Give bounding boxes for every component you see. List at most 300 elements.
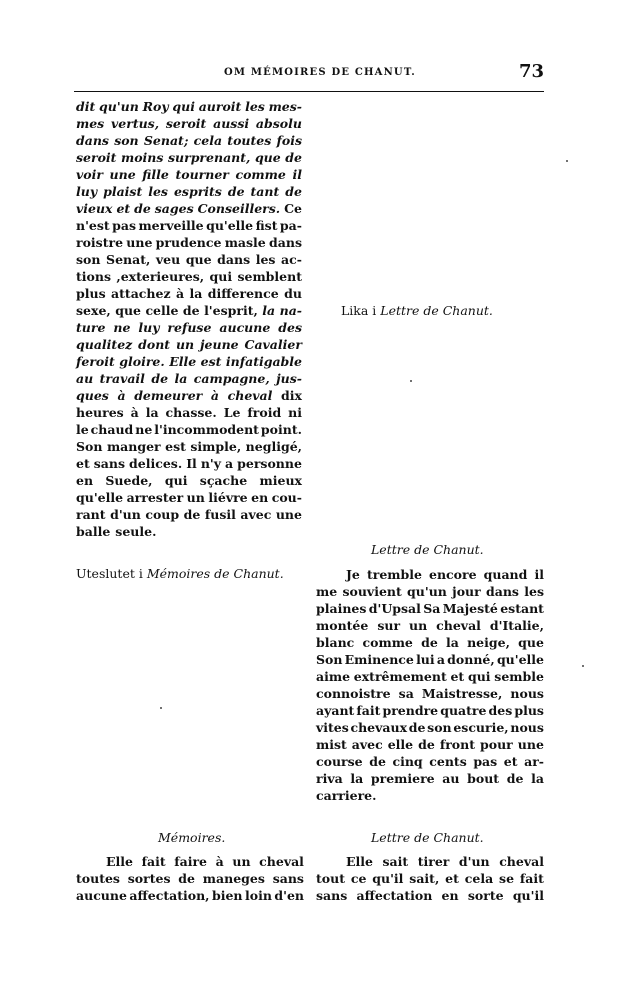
word: et xyxy=(76,456,90,471)
word: qu'elle xyxy=(496,652,544,667)
text-line xyxy=(76,115,302,132)
page-number: 73 xyxy=(518,61,544,82)
word: infatigable xyxy=(225,354,302,369)
word: fille xyxy=(142,167,169,182)
word: dans xyxy=(269,235,302,250)
word: rant xyxy=(76,507,106,522)
word: toutes xyxy=(76,871,120,886)
left-column-text-1 xyxy=(76,98,302,540)
word: neige, xyxy=(467,635,510,650)
word: sait xyxy=(382,854,409,869)
right-column-text-2 xyxy=(316,566,544,804)
word: Son xyxy=(316,652,343,667)
word: semble xyxy=(494,669,544,684)
word: qui xyxy=(164,473,188,488)
word: course xyxy=(316,754,363,769)
word: qu'un xyxy=(99,99,139,114)
word: sorte xyxy=(467,888,504,903)
text-line xyxy=(76,404,302,421)
word: n'y xyxy=(200,456,222,471)
word: veu xyxy=(155,252,181,267)
word: d'Italie, xyxy=(489,618,544,633)
word: de xyxy=(183,507,201,522)
page-header xyxy=(74,63,544,85)
text-line xyxy=(76,438,302,455)
word: ture xyxy=(76,320,106,335)
word: tout xyxy=(316,871,345,886)
text-line xyxy=(76,149,302,166)
text-line xyxy=(76,336,302,353)
word: negligé, xyxy=(245,439,302,454)
word: ni xyxy=(288,405,302,420)
word: attachez xyxy=(111,286,171,301)
word: seule. xyxy=(115,524,157,539)
text-line xyxy=(76,523,302,540)
word: d'Upsal xyxy=(368,601,421,616)
word: semblent xyxy=(237,269,302,284)
text-line xyxy=(76,98,302,115)
text-line xyxy=(76,166,302,183)
word: arrester xyxy=(126,490,184,505)
word: et xyxy=(116,201,131,216)
word: des xyxy=(488,703,513,718)
word: de xyxy=(285,150,302,165)
word: encore xyxy=(429,567,477,582)
word: et xyxy=(445,871,459,886)
word: souvient xyxy=(342,584,402,599)
word: tremble xyxy=(366,567,422,582)
text-line xyxy=(316,651,544,668)
word: un xyxy=(409,618,428,633)
text-line xyxy=(316,736,544,753)
text-line xyxy=(316,770,544,787)
word: aucune xyxy=(219,320,271,335)
word: vieux xyxy=(76,201,113,216)
word: ce xyxy=(350,871,367,886)
word: dix xyxy=(281,388,302,403)
word: seroit xyxy=(165,116,207,131)
word: chasse. xyxy=(165,405,217,420)
word: toutes xyxy=(227,133,272,148)
word: campagne, xyxy=(193,371,270,386)
word: qu'elle xyxy=(76,490,124,505)
word: ne xyxy=(113,320,131,335)
word: mist xyxy=(316,737,347,752)
text-line xyxy=(316,600,544,617)
word: Conseillers. xyxy=(197,201,281,216)
word: jeune xyxy=(200,337,239,352)
word: un xyxy=(232,854,251,869)
text-line xyxy=(316,787,544,804)
text-line xyxy=(76,234,302,251)
word: Elle xyxy=(169,354,197,369)
word: de xyxy=(182,303,200,318)
word: une xyxy=(109,167,136,182)
text-line xyxy=(76,506,302,523)
text-line xyxy=(316,719,544,736)
word: et xyxy=(503,754,518,769)
word: en xyxy=(251,490,269,505)
word: d'un xyxy=(458,854,490,869)
word: prudence xyxy=(155,235,222,250)
scan-speck xyxy=(582,665,584,667)
word: gloire. xyxy=(119,354,165,369)
word: la xyxy=(350,771,364,786)
word: sans xyxy=(316,888,348,903)
word: faire xyxy=(174,854,207,869)
word: extrêmement xyxy=(353,669,447,684)
text-line xyxy=(76,302,302,319)
word: ,exterieures, xyxy=(116,269,205,284)
scan-speck xyxy=(410,380,412,382)
word: sa xyxy=(398,686,414,701)
text-line xyxy=(316,702,544,719)
header-rule xyxy=(74,91,544,92)
word: sexe, xyxy=(76,303,111,318)
word: avec xyxy=(351,737,383,752)
word: fait xyxy=(519,871,544,886)
word: Senat; xyxy=(143,133,189,148)
word: manger xyxy=(106,439,161,454)
word: d'un xyxy=(110,507,141,522)
text-line xyxy=(76,887,304,904)
word: tourner xyxy=(175,167,229,182)
word: qui xyxy=(172,99,195,114)
text-line xyxy=(316,566,544,583)
word: un xyxy=(175,337,195,352)
scan-speck xyxy=(160,707,162,709)
word: cents xyxy=(429,754,467,769)
text-line xyxy=(76,370,302,387)
word: lui xyxy=(416,652,435,667)
right-title-2: Lettre de Chanut. xyxy=(371,542,484,557)
word: Cavalier xyxy=(244,337,302,352)
word: la xyxy=(446,635,459,650)
text-line xyxy=(76,183,302,200)
text-line xyxy=(316,583,544,600)
word: au xyxy=(76,371,94,386)
word: fait xyxy=(141,854,166,869)
word: personne xyxy=(237,456,302,471)
word: vertus, xyxy=(111,116,160,131)
word: la xyxy=(531,771,544,786)
word: chaud xyxy=(90,422,134,437)
text-line xyxy=(76,319,302,336)
text-line xyxy=(76,268,302,285)
word: qu'il xyxy=(372,871,404,886)
word: l'esprit, xyxy=(204,303,258,318)
word: l'incommodent xyxy=(154,422,259,437)
word: feroit xyxy=(76,354,115,369)
word: de xyxy=(369,754,386,769)
word: escurie, xyxy=(453,720,509,735)
word: Suede, xyxy=(105,473,153,488)
word: merveille xyxy=(138,218,204,233)
word: sans xyxy=(272,871,304,886)
word: seroit xyxy=(76,150,117,165)
word: Son xyxy=(76,439,103,454)
word: de xyxy=(408,720,426,735)
word: Roy xyxy=(142,99,169,114)
word: ques xyxy=(76,388,109,403)
word: refuse xyxy=(167,320,212,335)
word: demeurer xyxy=(134,388,203,403)
right-title-3: Lettre de Chanut. xyxy=(371,830,484,845)
word: de xyxy=(178,871,195,886)
word: dans xyxy=(217,252,251,267)
word: de xyxy=(134,201,151,216)
word: roistre xyxy=(76,235,124,250)
word: la xyxy=(145,405,159,420)
word: sait, xyxy=(409,871,440,886)
text-line xyxy=(76,285,302,302)
word: n'est xyxy=(76,218,110,233)
word: voir xyxy=(76,167,103,182)
text-line xyxy=(76,472,302,489)
word: Eminence xyxy=(344,652,414,667)
word: qui xyxy=(467,669,491,684)
word: montée xyxy=(316,618,369,633)
word: quatre xyxy=(440,703,487,718)
left-column-text-3 xyxy=(76,853,304,904)
word: dans xyxy=(486,584,519,599)
word: les xyxy=(148,184,168,199)
word: Elle xyxy=(346,854,373,869)
word: à xyxy=(117,388,126,403)
word: ar- xyxy=(524,754,544,769)
word: que xyxy=(115,303,141,318)
word: blanc xyxy=(316,635,355,650)
word: qualitez xyxy=(76,337,133,352)
word: fait xyxy=(356,703,381,718)
word: bout xyxy=(467,771,500,786)
text-line xyxy=(316,853,544,870)
word: dans xyxy=(76,133,109,148)
word: il xyxy=(292,167,302,182)
word: pas xyxy=(112,218,137,233)
left-title-3: Mémoires. xyxy=(158,830,226,845)
word: Sa xyxy=(423,601,441,616)
word: plaist xyxy=(103,184,143,199)
word: sur xyxy=(377,618,401,633)
word: luy xyxy=(138,320,160,335)
word: connoistre xyxy=(316,686,391,701)
word: ne xyxy=(135,422,153,437)
word: quand xyxy=(483,567,528,582)
text-line xyxy=(76,217,302,234)
text-line xyxy=(76,853,304,870)
word: la xyxy=(174,371,188,386)
word: Maistresse, xyxy=(421,686,503,701)
word: de xyxy=(285,184,302,199)
word: son xyxy=(76,252,101,267)
word: sages xyxy=(154,201,194,216)
word: ac- xyxy=(281,252,302,267)
word: point. xyxy=(260,422,302,437)
word: a xyxy=(436,652,445,667)
word: est xyxy=(200,354,222,369)
word: à xyxy=(210,388,220,403)
word: la xyxy=(262,303,276,318)
word: qu'un xyxy=(407,584,447,599)
word: les xyxy=(524,584,544,599)
left-label-2 xyxy=(76,566,284,581)
word: que xyxy=(254,150,281,165)
word: moins xyxy=(120,150,164,165)
word: Il xyxy=(186,456,197,471)
left-label-2-ref: Mémoires de Chanut. xyxy=(146,566,284,581)
word: à xyxy=(215,854,224,869)
text-line xyxy=(316,634,544,651)
word: sortes xyxy=(127,871,171,886)
word: qu'il xyxy=(512,888,544,903)
word: fist xyxy=(255,218,278,233)
text-line xyxy=(76,870,304,887)
word: dit xyxy=(76,99,96,114)
word: delices. xyxy=(129,456,183,471)
word: la xyxy=(189,286,203,301)
word: à xyxy=(175,286,185,301)
word: surprenant, xyxy=(167,150,251,165)
text-line xyxy=(76,421,302,438)
word: pas xyxy=(473,754,498,769)
word: en xyxy=(76,473,94,488)
word: de xyxy=(227,184,245,199)
word: il xyxy=(534,567,544,582)
text-line xyxy=(316,617,544,634)
word: en xyxy=(441,888,459,903)
text-line xyxy=(76,132,302,149)
word: comme xyxy=(362,635,413,650)
word: un xyxy=(186,490,205,505)
word: absolu xyxy=(255,116,302,131)
word: simple, xyxy=(190,439,242,454)
word: cheval xyxy=(436,618,481,633)
word: cheval xyxy=(499,854,544,869)
word: à xyxy=(130,405,139,420)
word: cela xyxy=(193,133,223,148)
word: Le xyxy=(223,405,241,420)
word: pa- xyxy=(279,218,302,233)
word: au xyxy=(442,771,460,786)
word: bien xyxy=(211,888,243,903)
word: esprits xyxy=(173,184,222,199)
word: son xyxy=(427,720,452,735)
word: fusil xyxy=(204,507,236,522)
word: coup xyxy=(145,507,180,522)
word: estant xyxy=(500,601,544,616)
word: Elle xyxy=(106,854,133,869)
word: sans xyxy=(93,456,126,471)
word: front xyxy=(439,737,476,752)
right-label-1-prefix: Lika i xyxy=(341,303,381,318)
word: liévre xyxy=(208,490,248,505)
word: auroit xyxy=(198,99,242,114)
text-line xyxy=(76,455,302,472)
word: sçache xyxy=(199,473,248,488)
word: tions xyxy=(76,269,111,284)
word: pour xyxy=(480,737,513,752)
word: plus xyxy=(514,703,544,718)
word: difference xyxy=(207,286,279,301)
word: de xyxy=(418,737,435,752)
word: du xyxy=(284,286,302,301)
word: cou- xyxy=(271,490,302,505)
word: Majesté xyxy=(442,601,498,616)
word: chevaux xyxy=(350,720,408,735)
text-line xyxy=(76,353,302,370)
word: fois xyxy=(276,133,302,148)
word: loin xyxy=(244,888,272,903)
word: carriere. xyxy=(316,788,377,803)
word: nous xyxy=(510,686,544,701)
word: de xyxy=(421,635,438,650)
word: affectation, xyxy=(129,888,210,903)
word: elle xyxy=(387,737,414,752)
running-head: OM MÉMOIRES DE CHANUT. xyxy=(224,67,416,78)
word: Ce xyxy=(284,201,302,216)
word: tant xyxy=(250,184,280,199)
text-line xyxy=(316,870,544,887)
text-line xyxy=(316,685,544,702)
text-line xyxy=(76,200,302,217)
word: nous xyxy=(510,720,544,735)
word: qui xyxy=(209,269,233,284)
word: les xyxy=(255,252,276,267)
word: comme xyxy=(235,167,286,182)
text-line xyxy=(76,251,302,268)
word: balle xyxy=(76,524,111,539)
word: maneges xyxy=(202,871,265,886)
word: celle xyxy=(145,303,179,318)
text-line xyxy=(316,668,544,685)
word: plaines xyxy=(316,601,367,616)
word: donné, xyxy=(447,652,495,667)
word: mes- xyxy=(268,99,302,114)
left-label-2-prefix: Uteslutet i xyxy=(76,566,147,581)
right-column-text-3 xyxy=(316,853,544,904)
word: heures xyxy=(76,405,124,420)
word: a xyxy=(225,456,234,471)
word: et xyxy=(450,669,465,684)
text-line xyxy=(316,887,544,904)
word: que xyxy=(518,635,544,650)
word: de xyxy=(151,371,169,386)
word: aussi xyxy=(213,116,250,131)
word: travail xyxy=(99,371,145,386)
word: premiere xyxy=(370,771,435,786)
word: affectation xyxy=(356,888,433,903)
text-line xyxy=(76,489,302,506)
word: mes xyxy=(76,116,105,131)
word: cinq xyxy=(392,754,423,769)
word: qu'elle xyxy=(206,218,254,233)
word: prendre xyxy=(382,703,439,718)
word: jus- xyxy=(276,371,302,386)
text-line xyxy=(316,753,544,770)
word: se xyxy=(499,871,515,886)
word: mieux xyxy=(259,473,302,488)
word: Je xyxy=(346,567,360,582)
word: d'en xyxy=(274,888,304,903)
word: ayant xyxy=(316,703,355,718)
word: que xyxy=(185,252,212,267)
word: le xyxy=(76,422,89,437)
word: une xyxy=(517,737,544,752)
word: luy xyxy=(76,184,98,199)
word: une xyxy=(126,235,153,250)
word: cela xyxy=(464,871,494,886)
